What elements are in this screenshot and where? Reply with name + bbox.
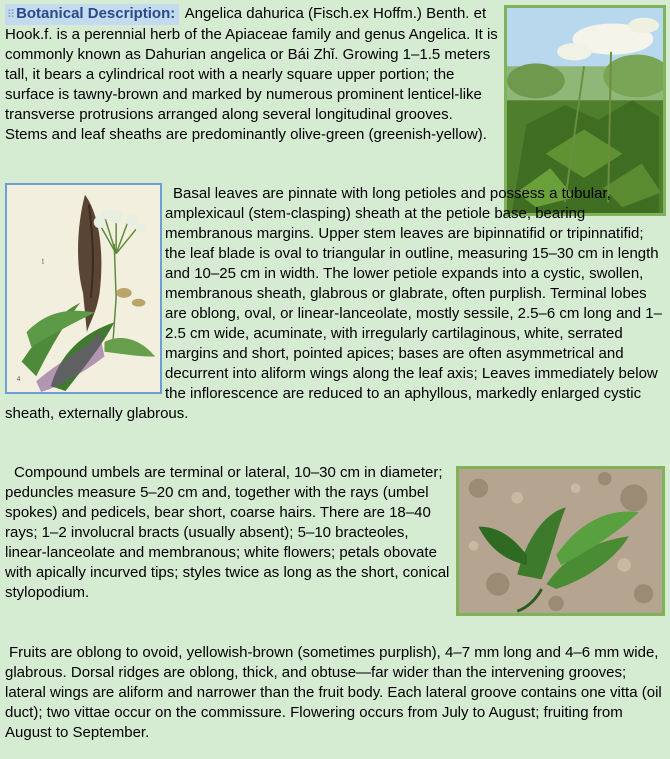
drag-dots-icon: ⠿ <box>7 9 16 21</box>
description-paragraph-2: Basal leaves are pinnate with long petioles and possess a tubular, amplexicaul (stem-clasping) sheath at the petiole base, bearing membranous margins. Upper stem leaves are bipinnatifid or tripinnatifid; the leaf blade is oval to triangular in outline, measuring 15–30 cm in length and 10–25 cm in width. The lower petiole expands into a cystic, swollen, membranous sheath, glabrous or glabrate, often purplish. Terminal lobes are oblong, oval, or linear-lanceolate, mostly sessile, 2.5–6 cm long and 1–2.5 cm wide, acuminate, with irregularly cartilaginous, white, serrated margins and short, pointed apices; bases are often asymmetrical and decurrent into aliform wings along the leaf axis; Leaves immediately below the inflorescence are reduced to an aphyllous, markedly enlarged cystic sheath, externally glabrous. <box>5 185 662 422</box>
description-paragraph-1: ⠿Botanical Description: Angelica dahurica (Fisch.ex Hoffm.) Benth. et Hook.f. is a perennial herb of the Apiaceae family and genus Angelica. It is commonly known as Dahurian angelica or Bái Zhǐ. Growing 1–1.5 meters tall, it bears a cylindrical root with a nearly square upper portion; the surface is tawny-brown and marked by numerous prominent lenticel-like transverse protrusions arranged along several longitudinal grooves. Stems and leaf sheaths are predominantly olive-green (greenish-yellow). <box>5 5 498 143</box>
section-heading: ⠿Botanical Description: <box>5 4 179 25</box>
seedling-photo <box>456 466 665 616</box>
svg-text:1: 1 <box>41 258 45 266</box>
svg-text:4: 4 <box>16 376 21 384</box>
description-paragraph-3: Compound umbels are terminal or lateral, 10–30 cm in diameter; peduncles measure 5–20 cm and, together with the rays (umbel spokes) and pedicels, bear short, coarse hairs. There are 18–40 rays; 1–2 involucral bracts (usually absent); 5–10 bracteoles, linear-lanceolate and membranous; white flowers; petals obovate with apically incurved tips; styles twice as long as the short, conical stylopodium. <box>5 464 450 601</box>
illustration-float-spacer <box>5 184 165 396</box>
description-paragraph-4: Fruits are oblong to ovoid, yellowish-brown (sometimes purplish), 4–7 mm long and 4–6 mm wide, glabrous. Dorsal ridges are oblong, thick, and obtuse—far wider than the intervening grooves; lateral wings are aliform and narrower than the fruit body. Each lateral groove contains one vitta (oil duct); two vittae occur on the commissure. Flowering occurs from July to August; fruiting from August to September. <box>5 644 662 741</box>
